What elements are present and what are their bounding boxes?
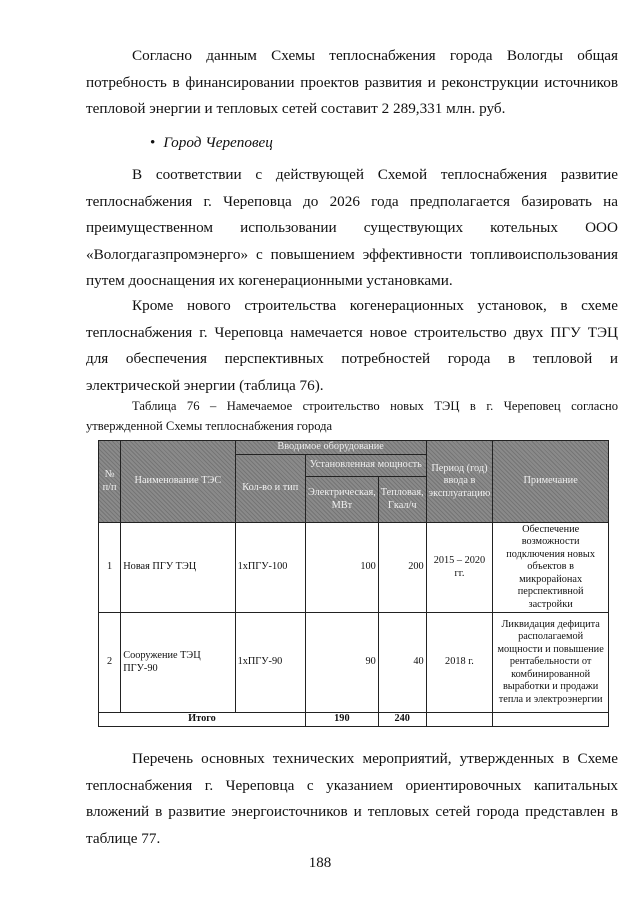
cell-period: 2015 – 2020 гг. [426,523,493,613]
table-row [99,523,609,613]
header-thermal: Тепловая, Гкал/ч [378,477,426,523]
bullet-icon: • [150,134,156,151]
paragraph-vologda-financing: Согласно данным Схемы теплоснабжения города Вологды общая потребность в финансировании проектов развития и реконструкции источников тепловой энергии и тепловых сетей составит 2 289,331 млн. руб. [86,47,618,117]
total-period-empty [426,713,493,727]
paragraph-cherepovets-development: В соответствии с действующей Схемой теплоснабжения развитие теплоснабжения г. Череповца до 2026 года предполагается базировать на преимущественном использовании существующих котельных ООО «Вологдагазпромэнерго» с повышением эффективности топливоиспользования путем дооснащения их когенерационными установками. [86,166,618,289]
cell-note: Обеспечение возможности подключения новых объектов в микрорайонах перспективной застройки [493,523,609,613]
cell-electric: 90 [305,613,378,713]
section-heading-cherepovets [150,134,273,152]
header-capacity: Установленная мощность [305,455,426,477]
cell-num: 2 [99,613,121,713]
header-num: № п/п [99,441,121,523]
cell-name: Новая ПГУ ТЭЦ [121,523,235,613]
header-equipment: Вводимое оборудование [235,441,426,455]
total-electric: 190 [305,713,378,727]
total-label: Итого [99,713,306,727]
heading-text: Город Череповец [163,134,273,151]
header-units: Кол-во и тип [235,455,305,523]
header-electric: Электрическая, МВт [305,477,378,523]
cell-period: 2018 г. [426,613,493,713]
cell-name: Сооружение ТЭЦ ПГУ-90 [121,613,235,713]
header-name: Наименование ТЭС [121,441,235,523]
cell-units: 1хПГУ-90 [235,613,305,713]
cell-thermal: 200 [378,523,426,613]
table-76 [98,440,609,727]
paragraph-new-chp-construction: Кроме нового строительства когенерационных установок, в схеме теплоснабжения г. Череповца намечается новое строительство двух ПГУ ТЭЦ для обеспечения перспективных потребностей города в тепловой и электрической энергии (таблица 76). [86,297,618,394]
cell-units: 1хПГУ-100 [235,523,305,613]
cell-thermal: 40 [378,613,426,713]
total-note-empty [493,713,609,727]
total-thermal: 240 [378,713,426,727]
header-period: Период (год) ввода в эксплуатацию [426,441,493,523]
table-total-row [99,713,609,727]
table-row [99,613,609,713]
paragraph-measures-list: Перечень основных технических мероприятий, утвержденных в Схеме теплоснабжения г. Череповца с указанием ориентировочных капитальных вложений в развитие энергоисточников и тепловых сетей города представлен в таблице 77. [86,750,618,847]
header-note: Примечание [493,441,609,523]
page-number: 188 [308,855,332,871]
cell-note: Ликвидация дефицита располагаемой мощности и повышение рентабельности от комбинированной выработки и продажи тепла и электроэнергии [493,613,609,713]
cell-num: 1 [99,523,121,613]
cell-electric: 100 [305,523,378,613]
table-caption: Таблица 76 – Намечаемое строительство новых ТЭЦ в г. Череповец согласно утвержденной Схемы теплоснабжения города [86,399,618,433]
